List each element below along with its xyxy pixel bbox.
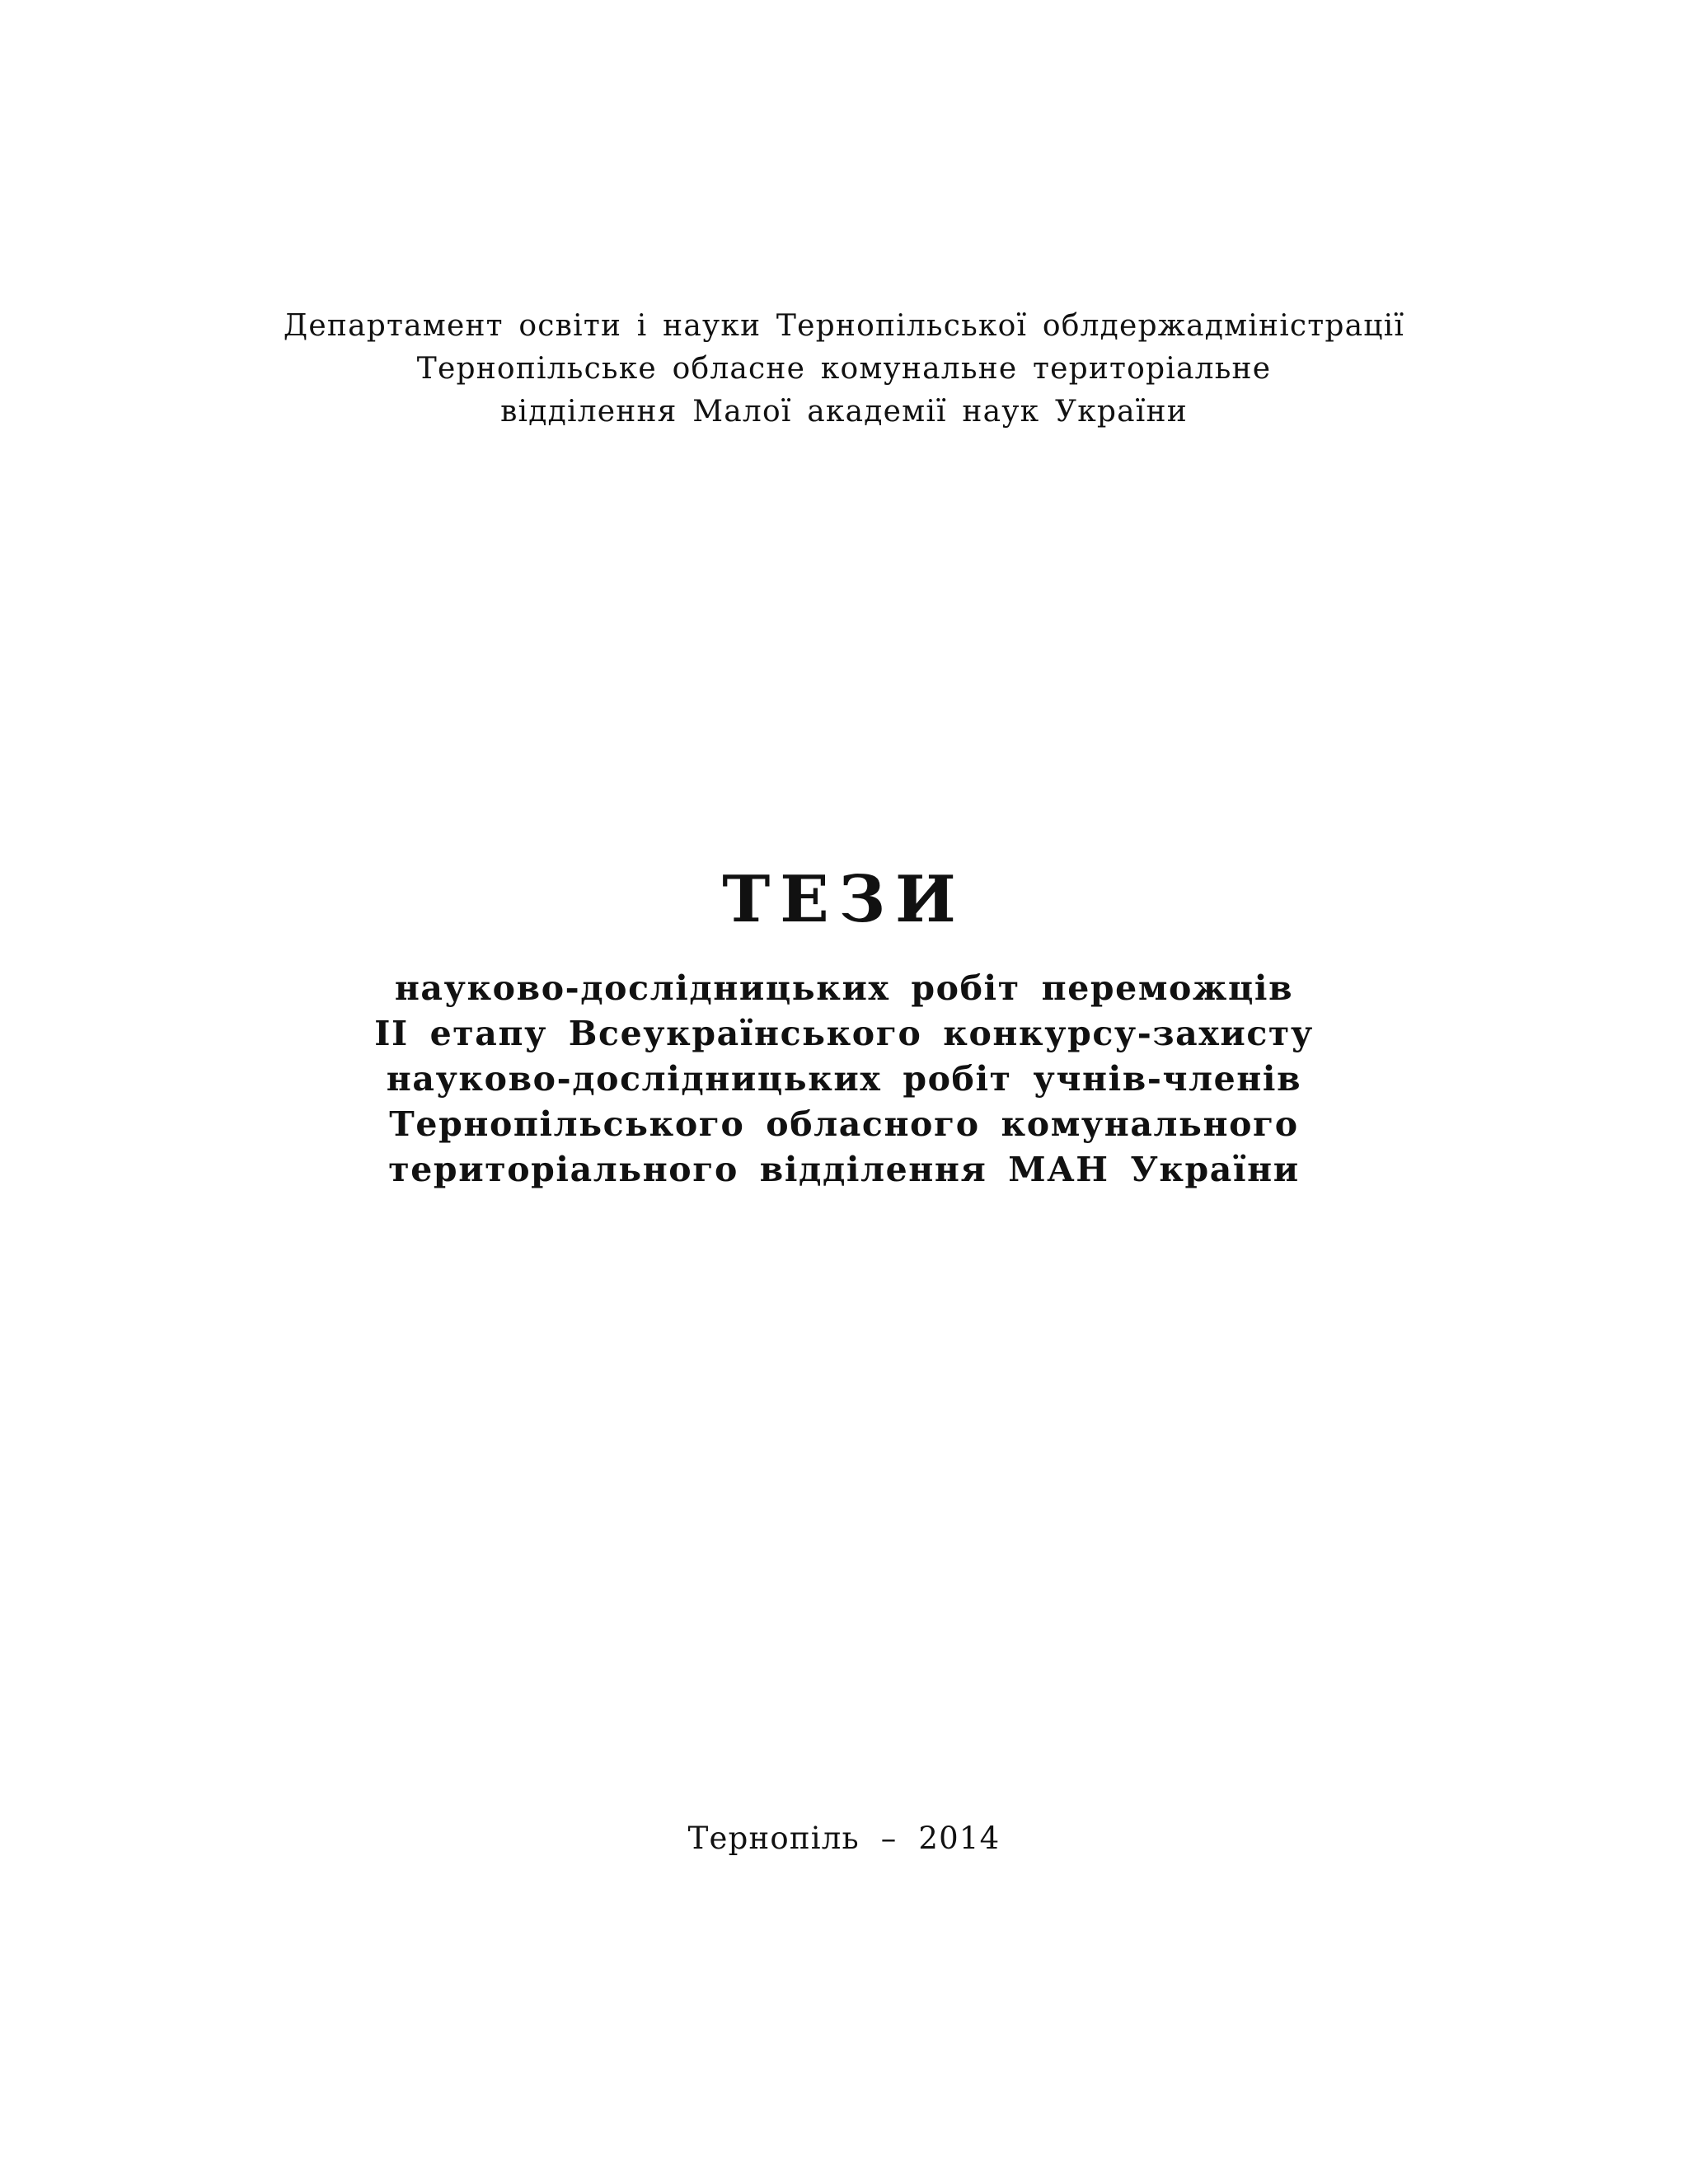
header-line-department: Департамент освіти і науки Тернопільської облдержадміністрації	[283, 309, 1405, 343]
subtitle-line-2: ІІ етапу Всеукраїнського конкурсу-захисту	[374, 1014, 1314, 1053]
place-and-year: Тернопіль – 2014	[687, 1821, 1001, 1856]
header-line-academy: відділення Малої академії наук України	[500, 395, 1188, 429]
subtitle-line-5: територіального відділення МАН України	[388, 1150, 1300, 1189]
header-line-organization: Тернопільське обласне комунальне територіальне	[416, 352, 1272, 386]
publisher-header	[0, 305, 1688, 434]
subtitle-line-3: науково-дослідницьких робіт учнів-членів	[386, 1059, 1302, 1099]
document-title: ТЕЗИ	[722, 862, 966, 937]
document-subtitle	[0, 966, 1688, 1193]
subtitle-line-4: Тернопільського обласного комунального	[389, 1104, 1299, 1144]
subtitle-line-1: науково-дослідницьких робіт переможців	[394, 968, 1294, 1008]
